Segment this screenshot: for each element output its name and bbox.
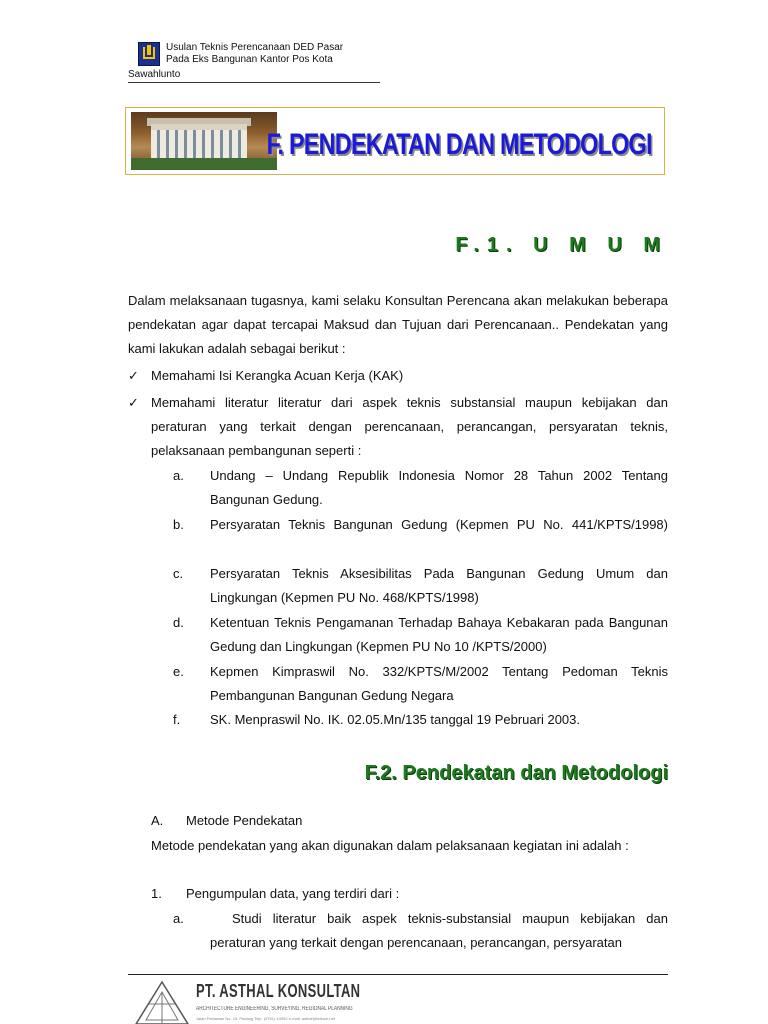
header-title [166,42,343,66]
section2-intro: Metode pendekatan yang akan digunakan dalam pelaksanaan kegiatan ini adalah : [151,838,629,853]
company-tagline: ARCHITECTURE ENGINEERING, SURVEYING, REGIONAL PLANNING [196,1006,353,1012]
list-item: Persyaratan Teknis Bangunan Gedung (Kepmen PU No. 441/KPTS/1998) [210,517,668,532]
list-marker: b. [173,517,184,532]
list-item: Kepmen Kimpraswil No. 332/KPTS/M/2002 Tentang Pedoman Teknis Pembangunan Bangunan Gedung Negara [210,664,668,703]
list-item: Persyaratan Teknis Aksesibilitas Pada Bangunan Gedung Umum dan Lingkungan (Kepmen PU No. 468/KPTS/1998) [210,566,668,605]
list-marker: f. [173,712,181,727]
section-heading-pendekatan: F.2. Pendekatan dan Metodologi [364,762,668,784]
bullet-item-2: Memahami literatur literatur dari aspek teknis substansial maupun kebijakan dan peraturan yang terkait dengan perencanaan, perancangan, persyaratan teknis, pelaksanaan pembangunan seperti : [151,395,668,458]
pu-logo-icon [138,42,160,66]
list-item: Studi literatur baik aspek teknis-substansial maupun kebijakan dan peraturan yang terkait dengan perencanaan, perancangan, persyaratan [210,911,668,950]
list-marker: e. [173,664,184,679]
company-name: PT. ASTHAL KONSULTAN [196,981,361,1001]
company-logo-icon [134,980,190,1024]
numbered-item: Pengumpulan data, yang terdiri dari : [186,886,400,901]
header-title-line2: Pada Eks Bangunan Kantor Pos Kota [166,54,333,65]
list-marker: c. [173,566,184,581]
document-header [128,42,380,83]
footer-divider [128,974,668,975]
bullet-item-1: Memahami Isi Kerangka Acuan Kerja (KAK) [151,368,404,383]
list-marker: d. [173,615,184,630]
list-item: Undang – Undang Republik Indonesia Nomor 28 Tahun 2002 Tentang Bangunan Gedung. [210,468,668,507]
check-icon: ✓ [128,368,139,383]
list-marker: a. [173,911,184,926]
banner-title: F. PENDEKATAN DAN METODOLOGI [266,128,652,161]
building-photo [131,112,277,170]
numbered-marker: 1. [151,886,162,901]
company-address: Jalan Pahlawan No. 15, Padang Telp. (0751) 44992 e-mail: asthal@telkom.net [196,1016,335,1021]
list-item: Ketentuan Teknis Pengamanan Terhadap Bahaya Kebakaran pada Bangunan Gedung dan Lingkungan (Kepmen PU No 10 /KPTS/2000) [210,615,668,654]
header-title-line1: Usulan Teknis Perencanaan DED Pasar [166,42,344,53]
subsection-title: Metode Pendekatan [186,813,303,828]
list-marker: a. [173,468,184,483]
chapter-banner [125,107,665,175]
subsection-marker: A. [151,813,164,828]
check-icon: ✓ [128,395,139,410]
header-city: Sawahlunto [128,69,181,80]
section1-intro: Dalam melaksanaan tugasnya, kami selaku Konsultan Perencana akan melakukan beberapa pendekatan agar dapat tercapai Maksud dan Tujuan dari Perencanaan.. Pendekatan yang kami lakukan adalah sebagai berikut : [128,293,668,356]
section-heading-umum: F.1. U M U M [455,234,668,256]
list-item: SK. Menpraswil No. IK. 02.05.Mn/135 tanggal 19 Pebruari 2003. [210,712,580,727]
